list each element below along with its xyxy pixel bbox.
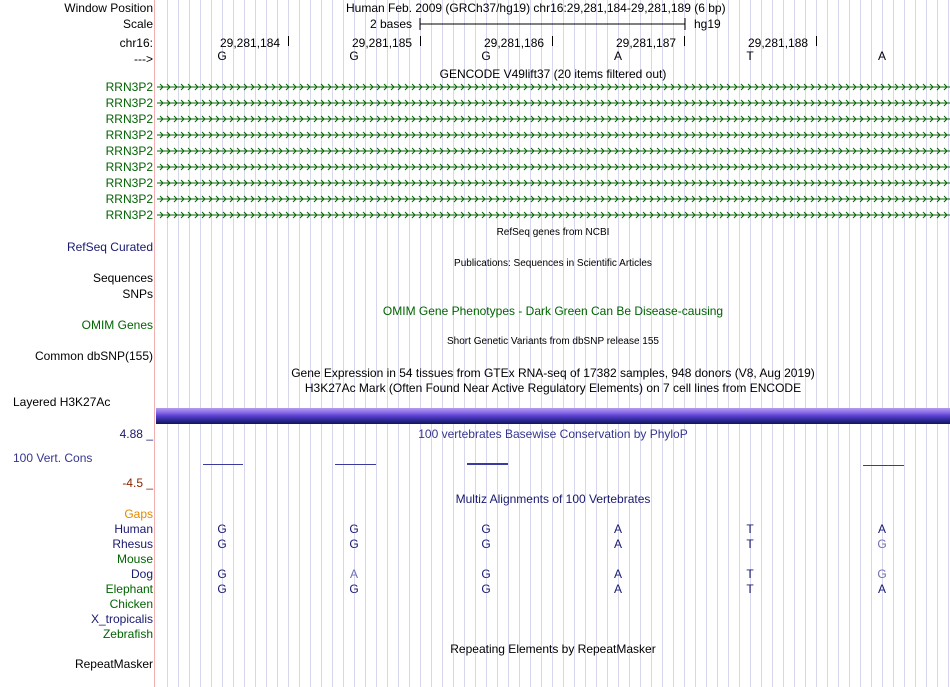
alignment-base: T [746, 537, 754, 551]
alignment-base: G [877, 537, 887, 551]
window-position-value[interactable]: Human Feb. 2009 (GRCh37/hg19) chr16:29,281,184-29,281,189 (6 bp) [346, 1, 726, 15]
species-label[interactable]: Zebrafish [102, 627, 153, 641]
conservation-track-title[interactable]: 100 vertebrates Basewise Conservation by PhyloP [418, 427, 688, 441]
ruler-tick-mark [420, 36, 421, 46]
alignment-base: G [217, 522, 227, 536]
alignment-base: A [613, 582, 622, 596]
publications-sequences-label[interactable]: Sequences [92, 271, 153, 285]
scale-assembly: hg19 [694, 17, 721, 31]
h3k27ac-signal-bar[interactable] [156, 408, 950, 424]
conservation-max-label: 4.88 _ [119, 427, 153, 441]
alignment-base: A [613, 537, 622, 551]
phylop-bar [335, 464, 376, 465]
alignment-base: G [217, 582, 227, 596]
reference-base: G [481, 49, 491, 63]
gtex-track-title[interactable]: Gene Expression in 54 tissues from GTEx RNA-seq of 17382 samples, 948 donors (V8, Aug 2019) [291, 366, 815, 380]
species-label[interactable]: X_tropicalis [90, 612, 153, 626]
h3k27ac-track-title[interactable]: H3K27Ac Mark (Often Found Near Active Regulatory Elements) on 7 cell lines from ENCODE [304, 381, 802, 395]
ruler-tick-label: 29,281,187 [616, 36, 677, 50]
alignment-base: G [349, 522, 359, 536]
gencode-track-title[interactable]: GENCODE V49lift37 (20 items filtered out) [439, 67, 667, 81]
gene-intron-line[interactable] [157, 194, 950, 204]
gene-intron-line[interactable] [157, 146, 950, 156]
reference-base: G [217, 49, 227, 63]
species-label[interactable]: Rhesus [112, 537, 153, 551]
ruler-tick-mark [288, 36, 289, 46]
species-label[interactable]: Dog [130, 567, 153, 581]
gene-label[interactable]: RRN3P2 [105, 80, 153, 94]
reference-base: G [349, 49, 359, 63]
gene-intron-line[interactable] [157, 82, 950, 92]
alignment-base: G [877, 567, 887, 581]
scale-bar [419, 16, 687, 32]
alignment-base: G [481, 522, 491, 536]
repeatmasker-track-title[interactable]: Repeating Elements by RepeatMasker [450, 642, 656, 656]
alignment-base: G [481, 582, 491, 596]
alignment-base: G [217, 567, 227, 581]
species-label[interactable]: Human [114, 522, 153, 536]
alignment-base: G [217, 537, 227, 551]
gene-label[interactable]: RRN3P2 [105, 112, 153, 126]
alignment-base: G [349, 537, 359, 551]
alignment-base: A [877, 522, 886, 536]
ruler-tick-label: 29,281,188 [748, 36, 809, 50]
gene-intron-line[interactable] [157, 162, 950, 172]
alignment-base: A [613, 567, 622, 581]
gene-intron-line[interactable] [157, 178, 950, 188]
alignment-base: G [481, 567, 491, 581]
species-label[interactable]: Elephant [105, 582, 153, 596]
dbsnp-track-label[interactable]: Common dbSNP(155) [34, 349, 153, 363]
chrom-label: chr16: [119, 36, 153, 50]
conservation-min-label: -4.5 _ [122, 476, 153, 490]
alignment-base: A [877, 582, 886, 596]
alignment-base: T [746, 522, 754, 536]
reference-base: A [613, 49, 622, 63]
ruler-tick-label: 29,281,186 [484, 36, 545, 50]
publications-track-title[interactable]: Publications: Sequences in Scientific Articles [454, 258, 652, 269]
phylop-bar [467, 463, 508, 465]
gene-label[interactable]: RRN3P2 [105, 96, 153, 110]
scale-size: 2 bases [370, 17, 413, 31]
gene-label[interactable]: RRN3P2 [105, 176, 153, 190]
ruler-tick-mark [684, 36, 685, 46]
species-label[interactable]: Mouse [116, 552, 153, 566]
multiz-gaps-label: Gaps [124, 507, 153, 521]
gene-label[interactable]: RRN3P2 [105, 208, 153, 222]
gene-label[interactable]: RRN3P2 [105, 160, 153, 174]
gene-intron-line[interactable] [157, 114, 950, 124]
publications-snps-label[interactable]: SNPs [122, 287, 153, 301]
omim-track-title[interactable]: OMIM Gene Phenotypes - Dark Green Can Be Disease-causing [382, 304, 724, 318]
conservation-track-label[interactable]: 100 Vert. Cons [13, 451, 93, 465]
refseq-track-title[interactable]: RefSeq genes from NCBI [496, 227, 610, 238]
window-position-label: Window Position [64, 1, 153, 15]
alignment-base: T [746, 567, 754, 581]
gene-label[interactable]: RRN3P2 [105, 128, 153, 142]
alignment-base: A [349, 567, 358, 581]
scale-label: Scale [122, 17, 153, 31]
h3k27ac-track-label[interactable]: Layered H3K27Ac [13, 395, 111, 409]
multiz-track-title[interactable]: Multiz Alignments of 100 Vertebrates [455, 492, 651, 506]
gene-label[interactable]: RRN3P2 [105, 192, 153, 206]
gene-label[interactable]: RRN3P2 [105, 144, 153, 158]
repeatmasker-track-label[interactable]: RepeatMasker [74, 657, 153, 671]
ruler-tick-mark [816, 36, 817, 46]
ruler-tick-label: 29,281,185 [352, 36, 413, 50]
reference-base: T [746, 49, 754, 63]
refseq-track-label[interactable]: RefSeq Curated [66, 240, 153, 254]
phylop-bar [863, 465, 904, 466]
gene-intron-line[interactable] [157, 130, 950, 140]
reference-base: A [877, 49, 886, 63]
alignment-base: G [481, 537, 491, 551]
alignment-base: A [613, 522, 622, 536]
omim-track-label[interactable]: OMIM Genes [81, 318, 153, 332]
gene-intron-line[interactable] [157, 210, 950, 220]
alignment-base: G [349, 582, 359, 596]
species-label[interactable]: Chicken [109, 597, 153, 611]
gene-intron-line[interactable] [157, 98, 950, 108]
strand-label: ---> [134, 52, 153, 66]
alignment-base: T [746, 582, 754, 596]
ruler-tick-mark [552, 36, 553, 46]
ruler-tick-label: 29,281,184 [220, 36, 281, 50]
dbsnp-track-title[interactable]: Short Genetic Variants from dbSNP release 155 [447, 336, 659, 347]
phylop-bar [203, 464, 243, 465]
